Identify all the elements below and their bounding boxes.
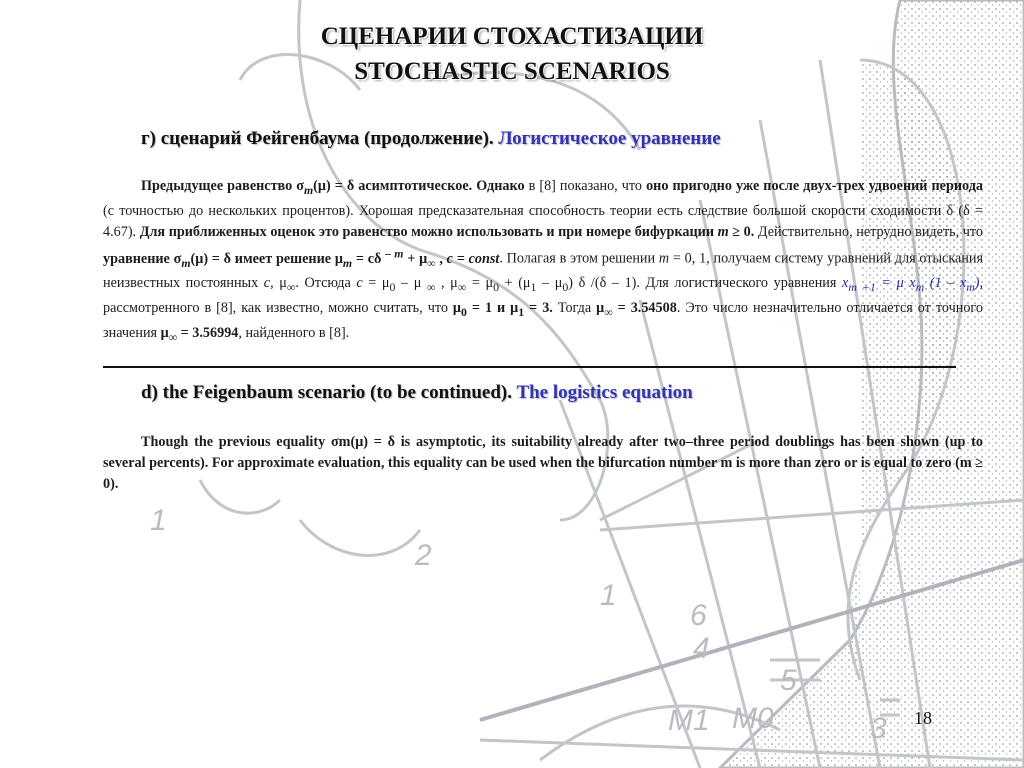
section-divider: [103, 366, 956, 368]
section-heading-en-accent: The logistics equation: [516, 382, 693, 403]
figure-label-2: 2: [415, 539, 432, 572]
figure-label-1a: 1: [150, 504, 167, 537]
figure-label-5: 5: [780, 664, 797, 697]
paragraph-en: [103, 432, 983, 495]
section-heading-en-text: d) the Feigenbaum scenario (to be continued).: [141, 382, 513, 403]
figure-label-4: 4: [693, 632, 710, 665]
section-heading-ru-accent: Логистическое уравнение: [498, 128, 721, 149]
paragraph-ru: Предыдущее равенство $\sigma_m(\mu) = \delta$ асимптотическое. Однако в [8] показано, что оно пригодно уже после двух-трех удвоений периода (с точностью до нескольких процентов). Хорошая предсказательная способность теории есть следствие большой скорости сходимости δ (δ = 4.67). Для приближенных оценок это равенство можно использовать и при номере бифуркации m ≥ 0. Действительно, нетрудно видеть, что уравнение $\sigma_m(\mu) = \delta$ имеет решение $\mu_m = c\delta$ $^{- m} + \mu_\infty$ , c = const. Полагая в этом решении m = 0, 1, получаем систему уравнений для отыскания неизвестных постоянных c, $\mu_\infty$. Отсюда $c = \mu_0 - \mu$ $_\infty$ , $\mu_\infty = \mu_0 + (\mu_1 - \mu_0)$ δ /(δ – 1). Для логистического уравнения $x_{m +1} = \mu$ $x_m$ $(1 - x_m)$, рассмотренного в [8], как известно, можно считать, что $\mu_0 = 1$ и $\mu_1 = 3$. Тогда $\mu_\infty = 3.54508$. Это число незначительно отличается от точного значения $\mu_\infty = 3.56994$, найденного в [8].: [103, 178, 984, 344]
page-number: 18: [914, 708, 932, 728]
figure-label-m0: M0: [732, 702, 774, 735]
figure-label-1b: 1: [600, 579, 617, 612]
section-heading-en: [141, 382, 693, 404]
figure-label-6: 6: [690, 599, 707, 632]
figure-label-3: 3: [870, 712, 887, 745]
section-heading-ru: [141, 128, 721, 150]
figure-label-m1: M1: [668, 704, 710, 737]
section-heading-ru-text: г) сценарий Фейгенбаума (продолжение).: [141, 128, 494, 149]
slide-title-ru: СЦЕНАРИИ СТОХАСТИЗАЦИИ: [320, 23, 704, 50]
paragraph-en-text: Though the previous equality σm(μ) = δ is asymptotic, its suitability already after two–three period doublings has been shown (up to several percents). For approximate evaluation, this equality can be used when the bifurcation number m is more than zero or is equal to zero (m ≥ 0).: [103, 434, 983, 492]
slide-title-en: STOCHASTIC SCENARIOS: [354, 58, 670, 85]
